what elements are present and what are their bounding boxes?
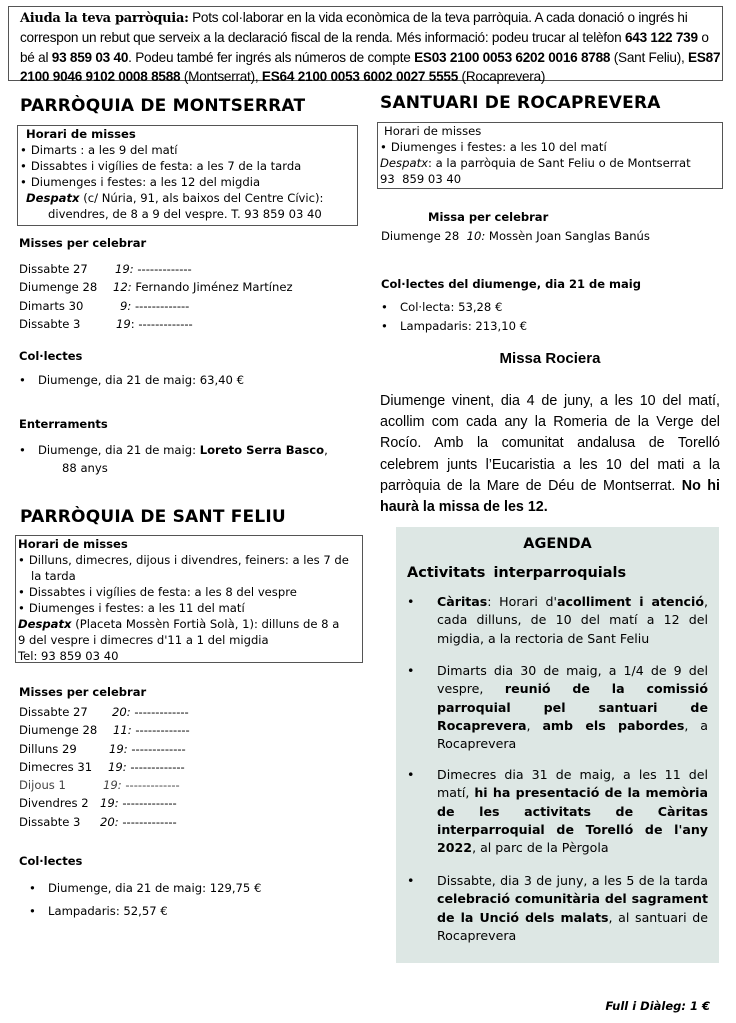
rociera-title: Missa Rociera — [499, 350, 601, 367]
phone-number: 93 859 03 40 — [51, 49, 129, 65]
collections-heading: Col·lectes del diumenge, dia 21 de maig — [381, 277, 641, 291]
collection-item: • Diumenge, dia 21 de maig: 129,75 € — [29, 877, 261, 900]
account-number: ES64 2100 0053 6002 0027 5555 — [261, 69, 459, 85]
rocaprevera-title: SANTUARI DE ROCAPREVERA — [380, 93, 661, 113]
schedule-heading: Horari de misses — [18, 537, 128, 551]
office-phone: 93 859 03 40 — [380, 172, 462, 186]
schedule-item: • Dilluns, dimecres, dijous i divendres, feiners: a les 7 de — [18, 552, 362, 568]
mass-row: Dissabte 27 19: ------------- — [19, 262, 192, 276]
schedule-item: • Dissabtes i vigílies de festa: a les 7 de la tarda — [20, 158, 357, 174]
bullet-icon: • — [407, 663, 415, 678]
account-number: ES87 2100 9046 9102 0008 8588 — [20, 49, 721, 85]
office-hours: divendres, de 8 a 9 del vespre. T. 93 859 03 40 — [48, 207, 322, 221]
agenda-item: • Càritas: Horari d'acolliment i atenció, cada dilluns, de 10 del matí a 12 del migdia, a la rectoria de Sant Feliu — [407, 594, 708, 646]
mass-row: Dilluns 29 19: ------------- — [19, 741, 186, 756]
office-info: Despatx (c/ Núria, 91, als baixos del Centre Cívic): — [26, 191, 324, 205]
price-footer: Full i Diàleg: 1 € — [605, 999, 710, 1013]
donation-notice: Aiuda la teva parròquia: Pots col·laborar en la vida econòmica de la teva parròquia. A cada donació o ingrés hi correspon un rebut que serveix a la declaració fiscal de la renda. Més informació: podeu trucar al telèfon 643 122 739 o bé al 93 859 03 40. Podeu també fer ingrés als números de compte ES03 2100 0053 6202 0016 8788 (Sant Feliu), ES87 2100 9046 9102 0008 8588 (Montserrat), ES64 2100 0053 6002 0027 5555 (Rocaprevera) — [8, 6, 723, 81]
santfeliu-collections — [29, 877, 261, 923]
montserrat-schedule-box — [17, 125, 358, 226]
montserrat-masses-list — [19, 262, 359, 335]
account-number: ES03 2100 0053 6202 0016 8788 — [414, 49, 611, 65]
office-hours: 9 del vespre i dimecres d'11 a 1 del migdia — [18, 633, 269, 647]
schedule-item: • Diumenges i festes: a les 10 del matí — [380, 139, 722, 155]
schedule-item: • Diumenges i festes: a les 12 del migdia — [20, 174, 357, 190]
agenda-box — [396, 527, 719, 963]
mass-row: Dimecres 31 19: ------------- — [19, 759, 185, 774]
mass-row: Divendres 2 19: ------------- — [19, 796, 177, 811]
santfeliu-schedule-box: Horari de misses • Dilluns, dimecres, dijous i divendres, feiners: a les 7 de la tarda • Dissabtes i vigílies de festa: a les 8 del vespre • Diumenges i festes: a les 11 del matí Despatx (Placeta Mossèn Fortià Solà, 1): dilluns de 8 a 9 del vespre i dimecres d'11 a 1 del migdia Tel: 93 859 03 40 — [15, 535, 363, 663]
mass-row: Dissabte 3 20: ------------- — [19, 814, 177, 829]
collections-heading: Col·lectes — [19, 349, 83, 363]
agenda-title: AGENDA — [523, 536, 592, 552]
office-info: Despatx (Placeta Mossèn Fortià Solà, 1): dilluns de 8 a — [18, 617, 340, 631]
collections-heading: Col·lectes — [19, 854, 83, 868]
agenda-item: • Dimarts dia 30 de maig, a 1/4 de 9 del vespre, reunió de la comissió parroquial pel santuari de Rocaprevera, amb els pabordes, a Rocaprevera — [407, 663, 708, 752]
funeral-item: • Diumenge, dia 21 de maig: Loreto Serra Basco, 88 anys — [19, 441, 359, 477]
schedule-heading: Horari de misses — [384, 124, 482, 138]
mass-row: Dijous 1 19: ------------- — [19, 778, 180, 793]
schedule-item: • Dimarts : a les 9 del matí — [20, 142, 357, 158]
rocaprevera-schedule-box — [377, 122, 723, 189]
montserrat-collections — [19, 373, 244, 387]
santfeliu-title: PARRÒQUIA DE SANT FELIU — [20, 507, 286, 527]
collection-item: • Col·lecta: 53,28 € — [381, 298, 527, 317]
donation-heading: Aiuda la teva parròquia: — [20, 11, 189, 26]
collection-item: • Diumenge, dia 21 de maig: 63,40 € — [19, 373, 244, 387]
schedule-heading: Horari de misses — [26, 127, 136, 141]
phone-number: 643 122 739 — [624, 30, 698, 46]
mass-row: Dissabte 27 20: ------------- — [19, 705, 189, 719]
funerals-heading: Enterraments — [19, 417, 108, 431]
bullet-icon: • — [407, 594, 415, 609]
agenda-section: Activitats interparroquials — [407, 565, 627, 581]
agenda-item: • Dimecres dia 31 de maig, a les 11 del matí, hi ha presentació de la memòria de les activitats de Càritas interparroquial de Torelló de l'any 2022, al parc de la Pèrgola — [407, 767, 708, 856]
rociera-notice: No hi haurà la missa de les 12. — [380, 477, 720, 516]
mass-heading: Missa per celebrar — [428, 210, 549, 224]
office-phone: Tel: 93 859 03 40 — [18, 649, 119, 663]
masses-heading: Misses per celebrar — [19, 685, 147, 699]
santfeliu-masses-list — [19, 705, 359, 833]
bullet-icon: • — [407, 873, 415, 888]
mass-row: Diumenge 28 11: ------------- — [19, 723, 190, 738]
deceased-name: Loreto Serra Basco — [199, 443, 325, 457]
montserrat-title: PARRÒQUIA DE MONTSERRAT — [20, 96, 306, 116]
mass-row: Dissabte 3 19: ------------- — [19, 316, 193, 331]
office-info: Despatx: a la parròquia de Sant Feliu o de Montserrat — [380, 156, 691, 170]
agenda-item: • Dissabte, dia 3 de juny, a les 5 de la tarda celebració comunitària del sagrament de la Unció dels malats, al santuari de Rocaprevera — [407, 873, 708, 943]
mass-row: Diumenge 28 12: Fernando Jiménez Martínez — [19, 280, 293, 295]
mass-row: Diumenge 28 10: Mossèn Joan Sanglas Banús — [381, 229, 650, 243]
mass-row: Dimarts 30 9: ------------- — [19, 298, 190, 313]
collection-item: • Lampadaris: 213,10 € — [381, 317, 527, 336]
masses-heading: Misses per celebrar — [19, 236, 147, 250]
collection-item: • Lampadaris: 52,57 € — [29, 900, 261, 923]
schedule-item: • Diumenges i festes: a les 11 del matí — [18, 600, 362, 616]
rocaprevera-collections — [381, 298, 527, 336]
bullet-icon: • — [407, 767, 415, 782]
rociera-body: Diumenge vinent, dia 4 de juny, a les 10 del matí, acollim com cada any la Romeria de la Verge del Rocío. Amb la comunitat andalusa de Torelló celebrem junts l’Eucaristia a les 10 del mati a la parròquia de la Mare de Déu de Montserrat. No hi haurà la missa de les 12. — [380, 393, 720, 516]
schedule-item: • Dissabtes i vigílies de festa: a les 8 del vespre — [18, 584, 362, 600]
